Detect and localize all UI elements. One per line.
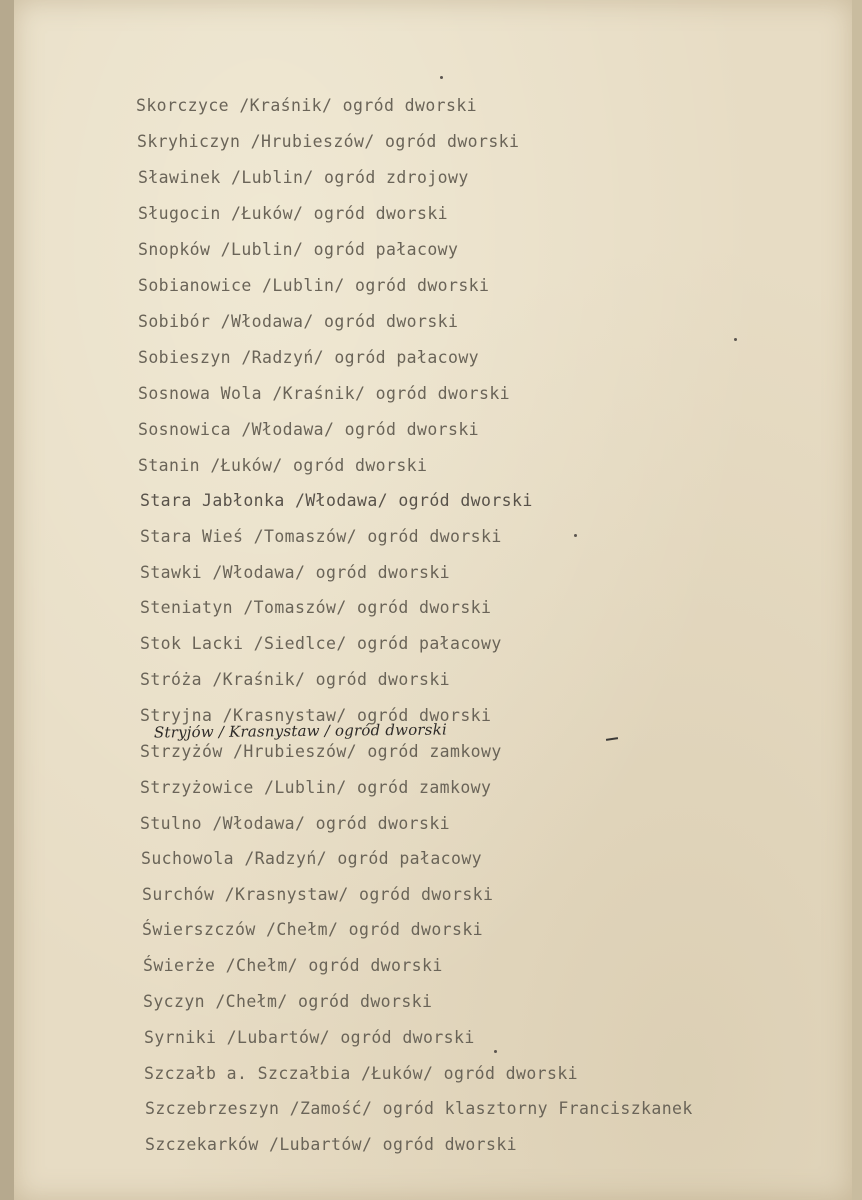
entry-line: Szczekarków /Lubartów/ ogród dworski <box>145 1135 518 1154</box>
entry-line: Stawki /Włodawa/ ogród dworski <box>140 563 451 582</box>
entry-line: Sobibór /Włodawa/ ogród dworski <box>138 312 459 331</box>
ink-speck <box>440 76 443 79</box>
entry-line: Steniatyn /Tomaszów/ ogród dworski <box>140 598 492 617</box>
pen-dash-mark <box>606 737 618 741</box>
entry-line: Stryjna /Krasnystaw/ ogród dworski <box>140 706 492 725</box>
scan-right-edge <box>852 0 862 1200</box>
ink-speck <box>574 534 577 537</box>
entry-line: Strzyżów /Hrubieszów/ ogród zamkowy <box>140 742 502 761</box>
entry-line: Stulno /Włodawa/ ogród dworski <box>140 814 451 833</box>
entry-line: Sosnowica /Włodawa/ ogród dworski <box>138 420 480 439</box>
entry-line: Świerże /Chełm/ ogród dworski <box>143 956 443 975</box>
entry-line: Stanin /Łuków/ ogród dworski <box>138 456 428 475</box>
entry-line: Syczyn /Chełm/ ogród dworski <box>143 992 433 1011</box>
entry-line: Sługocin /Łuków/ ogród dworski <box>138 204 449 223</box>
entry-line: Snopków /Lublin/ ogród pałacowy <box>138 240 459 259</box>
entry-line: Sobianowice /Lublin/ ogród dworski <box>138 276 490 295</box>
scan-left-edge <box>0 0 14 1200</box>
handwritten-correction: Stryjów / Krasnystaw / ogród dworski <box>153 720 448 742</box>
entry-line: Świerszczów /Chełm/ ogród dworski <box>142 920 484 939</box>
entry-line: Strzyżowice /Lublin/ ogród zamkowy <box>140 778 492 797</box>
entry-line: Suchowola /Radzyń/ ogród pałacowy <box>141 849 483 868</box>
entry-line: Szczebrzeszyn /Zamość/ ogród klasztorny Franciszkanek <box>145 1099 693 1118</box>
ink-speck <box>494 1050 497 1053</box>
entry-line: Stróża /Kraśnik/ ogród dworski <box>140 670 451 689</box>
entry-line: Szczałb a. Szczałbia /Łuków/ ogród dworski <box>144 1064 579 1083</box>
entry-line: Stok Lacki /Siedlce/ ogród pałacowy <box>140 634 502 653</box>
entry-line: Skorczyce /Kraśnik/ ogród dworski <box>136 96 478 115</box>
entry-line: Surchów /Krasnystaw/ ogród dworski <box>142 885 494 904</box>
entry-line: Sobieszyn /Radzyń/ ogród pałacowy <box>138 348 480 367</box>
entry-line: Stara Wieś /Tomaszów/ ogród dworski <box>140 527 502 546</box>
entry-line: Sosnowa Wola /Kraśnik/ ogród dworski <box>138 384 511 403</box>
entry-line: Stara Jabłonka /Włodawa/ ogród dworski <box>140 491 533 510</box>
entry-line: Syrniki /Lubartów/ ogród dworski <box>144 1028 475 1047</box>
entry-line: Sławinek /Lublin/ ogród zdrojowy <box>138 168 469 187</box>
entry-line: Skryhiczyn /Hrubieszów/ ogród dworski <box>137 132 520 151</box>
typed-page <box>14 0 852 1200</box>
ink-speck <box>734 338 737 341</box>
